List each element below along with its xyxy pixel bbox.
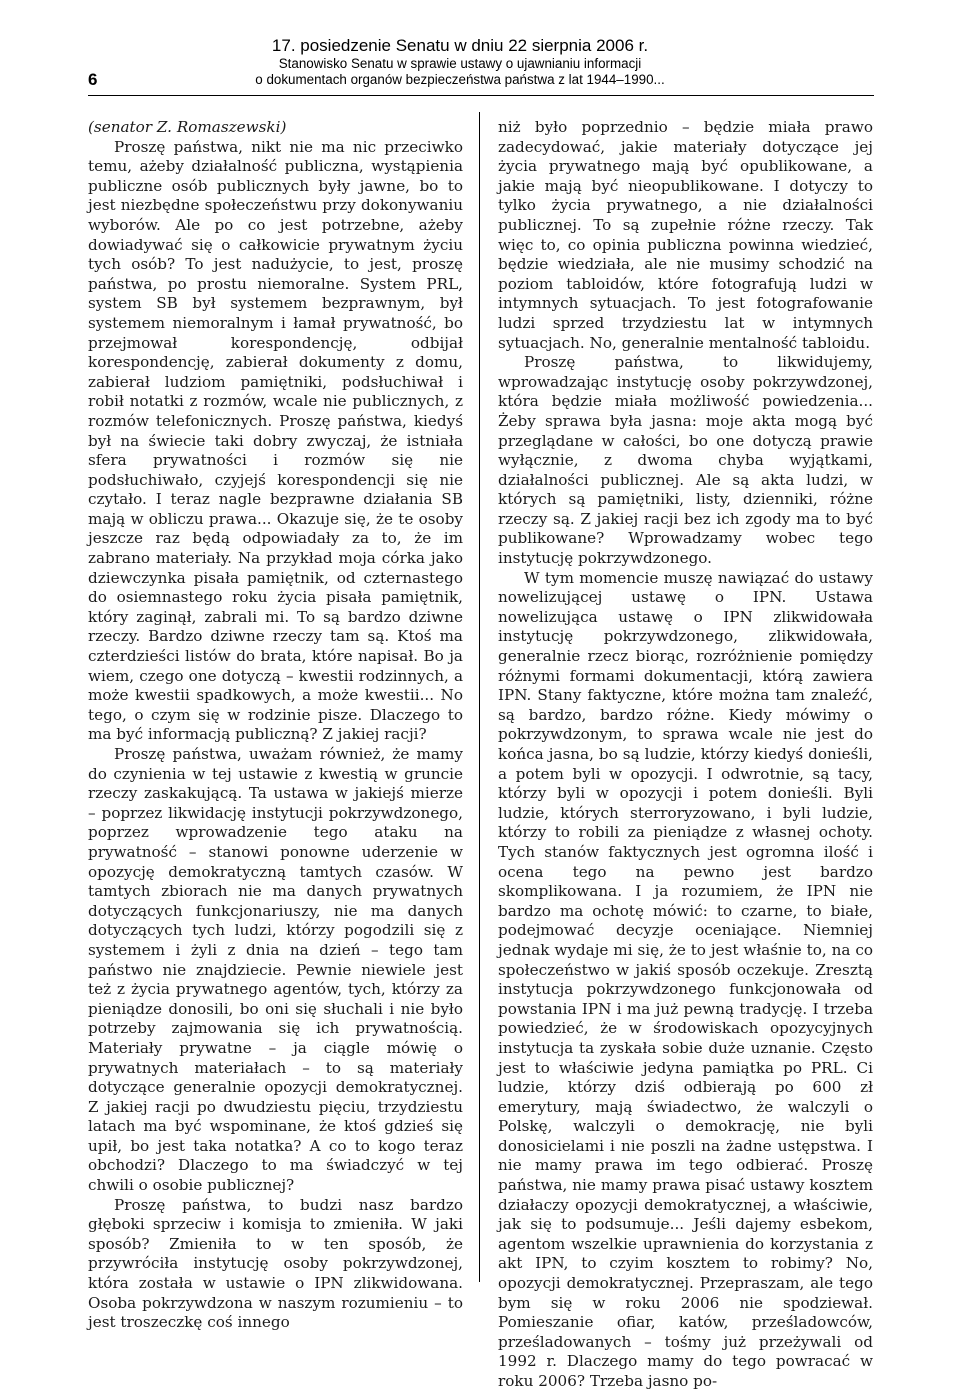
page-header bbox=[0, 0, 960, 100]
session-title: 17. posiedzenie Senatu w dniu 22 sierpnia 2006 r. bbox=[271, 36, 649, 55]
paragraph: Proszę państwa, to likwidujemy, wprowadzając instytucję osoby pokrzywdzonej, która będzie miała możliwość powiedzenia... Żeby sprawa była jasna: moje akta mogą być przeglądane w całości, bo one dotyczą prawie wyłącznie, z dwoma chyba wyjątkami, działalności publicznej. Ale są akta ludzi, w których są pamiętniki, listy, dzienniki, różne rzeczy są. Z jakiej racji bez ich zgody ma to być publikowane? Wprowadzamy wobec tego instytucję pokrzywdzonego. bbox=[498, 353, 873, 568]
paragraph: Proszę państwa, uważam również, że mamy do czynienia w tej ustawie z kwestią w gruncie rzeczy zaskakującą. Ta ustawa w jakiejś mierze – poprzez likwidację instytucji pokrzywdzonego, poprzez wprowadzenie tego ataku na prywatność – stanowi ponowne uderzenie w opozycję demokratyczną tamtych czasów. W tamtych zbiorach nie ma danych prywatnych dotyczących funkcjonariuszy, nie ma danych dotyczących tych ludzi, którzy pogodzili się z systemem i żyli z dnia na dzień – tego tam państwo nie znajdziecie. Pewnie niewiele jest też z życia prywatnego agentów, tych, którzy za pieniądze donosili, bo oni się słuchali i nie było potrzeby zajmowania się ich prywatnością. Materiały prywatne – ja ciągle mówię o prywatnych materiałach – to są materiały dotyczące generalnie opozycji demokratycznej. Z jakiej racji po dwudziestu pięciu, trzydziestu latach ma być wspominane, że ktoś gdzieś się upił, bo jest taka notatka? A co to kogo teraz obchodzi? Dlaczego to ma świadczyć w tej chwili o osobie publicznej? bbox=[88, 745, 463, 1195]
header-divider bbox=[88, 95, 874, 96]
document-subtitle-line-2: o dokumentach organów bezpieczeństwa państwa z lat 1944–1990... bbox=[255, 72, 665, 87]
right-column bbox=[498, 118, 873, 1390]
column-divider bbox=[479, 112, 480, 1282]
paragraph: Proszę państwa, to budzi nasz bardzo głęboki sprzeciw i komisja to zmieniła. W jaki sposób? Zmieniła to w ten sposób, że przywróciła instytucję osoby pokrzywdzonej, która została w ustawie o IPN zlikwidowana. Osoba pokrzywdzona w naszym rozumieniu – to jest troszeczkę coś innego bbox=[88, 1195, 463, 1332]
running-header bbox=[240, 36, 680, 88]
left-column bbox=[88, 118, 463, 1332]
page-number: 6 bbox=[88, 70, 98, 89]
paragraph: W tym momencie muszę nawiązać do ustawy nowelizującej ustawę o IPN. Ustawa nowelizująca ustawę o IPN zlikwidowała instytucję pokrzywdzonego, zlikwidowała, generalnie rzecz biorąc, rozróżnienie pomiędzy różnymi formami dokumentacji, którą zawiera IPN. Stany faktyczne, które można tam znaleźć, są bardzo, bardzo różne. Kiedy mówimy o pokrzywdzonym, to sprawa wcale nie jest do końca jasna, bo są ludzie, którzy kiedyś donieśli, a potem byli w opozycji. I odwrotnie, są tacy, którzy byli w opozycji i potem donieśli. Byli ludzie, których sterroryzowano, i byli ludzie, którzy to robili za pieniądze z własnej ochoty. Tych stanów faktycznych jest ogromna ilość i ocena tego na pewno jest bardzo skomplikowana. I ja rozumiem, że IPN nie bardzo ma ochotę mówić: to czarne, to białe, podejmować decyzje oceniające. Niemniej jednak wydaje mi się, że to jest właśnie to, na co społeczeństwo w jakiś sposób oczekuje. Zresztą instytucja pokrzywdzonego funkcjonowała od powstania IPN i ma już pewną tradycję. I trzeba powiedzieć, że w środowiskach opozycyjnych instytucja ta zyskała sobie duże uznanie. Często jest to właściwie jedyna pamiątka po PRL. Ci ludzie, którzy dziś odbierają po 600 zł emerytury, mają świadectwo, że walczyli o Polskę, walczyli o demokrację, nie byli donosicielami i nie poszli na żadne ustępstwa. I nie mamy prawa im tego odbierać. Proszę państwa, nie mamy prawa pisać ustawy kosztem działaczy opozycji demokratycznej, a właściwie, jak się to podsumuje... Jeśli dajemy esbekom, agentom wszelkie uprawnienia do korzystania z akt IPN, to czyim kosztem to robimy? No, opozycji demokratycznej. Przepraszam, ale tego bym się w roku 2006 nie spodziewał. Pomieszanie ofiar, katów, prześladowców, prześladowanych – tośmy już przeżywali od 1992 r. Dlaczego mamy do tego powracać w roku 2006? Trzeba jasno po- bbox=[498, 568, 873, 1390]
paragraph-continued: niż było poprzednio – będzie miała prawo zadecydować, jakie materiały dotyczące jej życia prywatnego mają być opublikowane, a jakie mają być nieopublikowane. I dotyczy to tylko życia prywatnego, a nie działalności publicznej. To są zupełnie różne rzeczy. Tak więc to, co opinia publiczna powinna wiedzieć, będzie wiedziała, ale nie musimy schodzić na poziom tabloidów, które fotografują ludzi w intymnych sytuacjach. To jest fotografowanie ludzi sprzed trzydziestu lat w intymnych sytuacjach. No, generalnie mentalność tabloidu. bbox=[498, 118, 873, 352]
paragraph: Proszę państwa, nikt nie ma nic przeciwko temu, ażeby działalność publiczna, wystąpienia publiczne osób publicznych były jawne, bo to jest niezbędne społeczeństwu przy dokonywaniu wyborów. Ale po co jest potrzebne, ażeby dowiadywać się o całkowicie prywatnym życiu tych osób? To jest nadużycie, to jest, proszę państwa, po prostu niemoralne. System PRL, system SB był systemem bezprawnym, był systemem niemoralnym i łamał prywatność, bo przejmował korespondencję, odbijał korespondencję, zabierał dokumenty z domu, zabierał ludziom pamiętniki, podsłuchiwał i robił notatki z rozmów, wcale nie publicznych, z rozmów telefonicznych. Proszę państwa, kiedyś był na świecie taki dobry zwyczaj, że istniała sfera prywatności i rozmów się nie podsłuchiwało, czyjejś korespondencji się nie czytało. I teraz nagle bezprawne działania SB mają w obliczu prawa... Okazuje się, że te osoby jeszcze raz będą odpowiadały za to, że im zabrano materiały. Na przykład moja córka jako dziewczynka pisała pamiętnik, od czternastego do osiemnastego roku życia pisała pamiętnik, który zaginął, zabrali mi. To są bardzo dziwne rzeczy. Bardzo dziwne rzeczy tam są. Ktoś ma czterdzieści listów do brata, które napisał. Bo ja wiem, czego one dotyczą – kwestii rodzinnych, a może kwestii spadkowych, a może kwestii... No tego, o czym się w rodzinie pisze. Dlaczego to ma być informacją publiczną? Z jakiej racji? bbox=[88, 137, 463, 744]
document-subtitle-line-1: Stanowisko Senatu w sprawie ustawy o ujawnianiu informacji bbox=[278, 56, 642, 71]
speaker-label: (senator Z. Romaszewski) bbox=[88, 118, 287, 136]
